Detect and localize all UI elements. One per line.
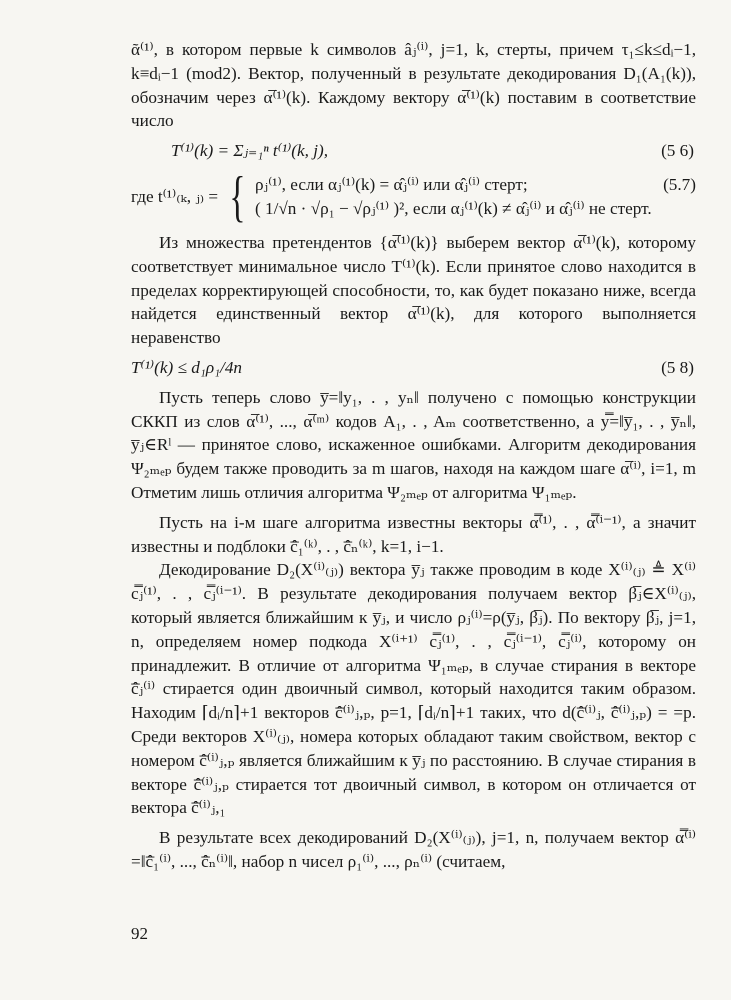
equation-5-8 [131, 356, 696, 380]
equation-5-7-case-2-text: ( 1/√n · √ρ₁ − √ρⱼ⁽¹⁾ )², если αⱼ⁽¹⁾(k) ≠ α̂ⱼ⁽ⁱ⁾ и α̂ⱼ⁽ⁱ⁾ не стерт. [254, 198, 652, 218]
paragraph-received-word: Пусть теперь слово y̅=‖y₁, . , yₙ‖ получено с помощью конструкции СККП из слов α̅⁽¹⁾, ..., α̅⁽ᵐ⁾ кодов A₁, . , Aₘ соответственно, а y̿=‖y̅₁, . , y̅ₙ‖, y̅ⱼ∈Rˡ — принятое слово, искаженное ошибками. Алгоритм декодирования Ψ₂ₘₑₚ будем также проводить за m шагов, находя на каждом шаге α̅⁽ⁱ⁾, i=1, m Отметим лишь отличия алгоритма Ψ₂ₘₑₚ от алгоритма Ψ₁ₘₑₚ. [131, 387, 696, 502]
equation-5-6-number: (5 6) [661, 141, 694, 161]
equation-5-7-lead: где t⁽¹⁾₍ₖ, ⱼ₎ = [131, 187, 219, 207]
page-body [131, 38, 696, 874]
equation-5-7-number: (5.7) [663, 175, 696, 195]
equation-5-6 [131, 139, 696, 163]
equation-5-7-case-1 [255, 173, 696, 197]
equation-5-7-case-1-text: ρⱼ⁽¹⁾, если αⱼ⁽¹⁾(k) = α̂ⱼ⁽ⁱ⁾ или α̂ⱼ⁽ⁱ⁾ стерт; [254, 175, 528, 195]
equation-5-8-number: (5 8) [661, 357, 694, 377]
paragraph-decoding: Декодирование D₂(X⁽ⁱ⁾₍ⱼ₎) вектора y̅ⱼ также проводим в коде X⁽ⁱ⁾₍ⱼ₎ ≜ X⁽ⁱ⁾ c̿ⱼ⁽¹⁾, . , c̿ⱼ⁽ⁱ⁻¹⁾. В результате декодирования получаем вектор β̅ⱼ∈X⁽ⁱ⁾₍ⱼ₎, который является ближайшим к y̅ⱼ, и число ρⱼ⁽ⁱ⁾=ρ(y̅ⱼ, β̅ⱼ). По вектору β̅ⱼ, j=1, n, определяем номер подкода X⁽ⁱ⁺¹⁾ c̿ⱼ⁽¹⁾, . , c̿ⱼ⁽ⁱ⁻¹⁾, c̿ⱼ⁽ⁱ⁾, которому он принадлежит. В отличие от алгоритма Ψ₁ₘₑₚ, в случае стирания в векторе c̅̂ⱼ⁽ⁱ⁾ стирается один двоичный символ, который находится таким образом. Находим ⌈dᵢ/n⌉+1 векторов c̅̂⁽ⁱ⁾ⱼ,ₚ, p=1, ⌈dᵢ/n⌉+1 таких, что d(c̅̂⁽ⁱ⁾ⱼ, c̅̂⁽ⁱ⁾ⱼ,ₚ) = =p. Среди векторов X⁽ⁱ⁾₍ⱼ₎, номера которых обладают таким свойством, вектор с номером c̅̂⁽ⁱ⁾ⱼ,ₚ является ближайшим к y̅ⱼ по расстоянию. В случае стирания в векторе c̅̂⁽ⁱ⁾ⱼ,ₚ стирается тот двоичный символ, в котором он отличается от вектора c̅̂⁽ⁱ⁾ⱼ,₁ [131, 560, 696, 818]
left-brace-icon: { [229, 165, 246, 228]
paragraph-candidates: Из множества претендентов {α̅⁽¹⁾(k)} выберем вектор α̅⁽¹⁾(k), которому соответствует минимальное число T⁽¹⁾(k). Если принятое слово находится в пределах корректирующей способности, то, как будет показано ниже, всегда найдется единственный вектор α̅⁽¹⁾(k), для которого выполняется неравенство [131, 232, 696, 348]
equation-5-7-case-2 [255, 197, 696, 221]
equation-5-7 [131, 165, 696, 228]
equation-5-6-formula: T⁽¹⁾(k) = Σⱼ₌₁ⁿ t⁽¹⁾(k, j), [171, 141, 329, 161]
paragraph-result: В результате всех декодирований D₂(X⁽ⁱ⁾₍ⱼ₎), j=1, n, получаем вектор α̿⁽ⁱ⁾=‖c̅̂₁⁽ⁱ⁾, ..., c̅̂ₙ⁽ⁱ⁾‖, набор n чисел ρ₁⁽ⁱ⁾, ..., ρₙ⁽ⁱ⁾ (считаем, [131, 828, 696, 871]
equation-5-8-formula: T⁽¹⁾(k) ≤ d₁ρ₁/4n [131, 357, 243, 377]
page-number: 92 [131, 924, 148, 943]
paragraph-erased-symbols: ᾶ⁽¹⁾, в котором первые k символов âⱼ⁽ⁱ⁾, j=1, k, стерты, причем τ₁≤k≤dᵢ−1, k≡dᵢ−1 (mod2). Вектор, полученный в результате декодирования D₁(A₁(k)), обозначим через α̅⁽¹⁾(k). Каждому вектору α̅⁽¹⁾(k) поставим в соответствие число [131, 40, 696, 131]
paragraph-step-i: Пусть на i-м шаге алгоритма известны векторы α̿⁽¹⁾, . , α̿⁽ⁱ⁻¹⁾, а значит известны и подблоки c̅̂₁⁽ᵏ⁾, . , c̅̂ₙ⁽ᵏ⁾, k=1, i−1. [131, 512, 696, 556]
equation-5-7-cases [255, 173, 696, 221]
